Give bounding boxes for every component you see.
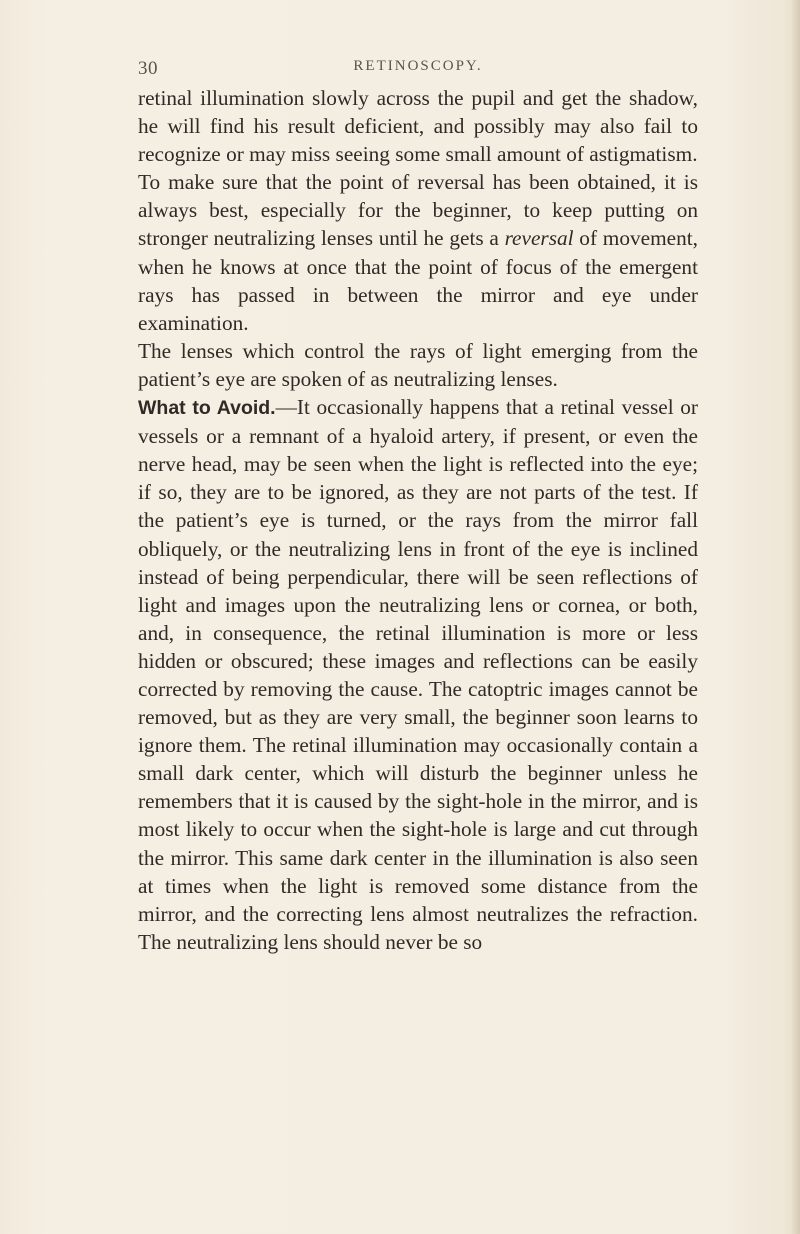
paragraph-1: retinal illumination slowly across the pupil and get the shadow, he will find his result deficient, and possibly may also fail to recognize or may miss seeing some small amount of astigmatism. (138, 86, 698, 167)
paragraph-2 (138, 168, 698, 337)
paragraph-3: The lenses which control the rays of light emerging from the patient’s eye are spoken of as neutralizing lenses. (138, 338, 698, 391)
body-text (138, 84, 698, 956)
paragraph-2-start: To make sure that the point of reversal has been obtained, it is always best, especially for the beginner, to keep putting on stronger neutralizing lenses until he gets a (138, 170, 698, 251)
section-heading: What to Avoid. (138, 397, 276, 420)
paragraph-4-text: —It occasionally happens that a retinal vessel or vessels or a remnant of a hyaloid artery, if present, or even the nerve head, may be seen when the light is reflected into the eye; if so, they are to be ignored, as they are not parts of the test. If the patient’s eye is turned, or the rays from the mirror fall obliquely, or the neutralizing lens in front of the eye is inclined instead of being perpendicular, there will be seen reflections of light and images upon the neutralizing lens or cornea, or both, and, in consequence, the retinal illumination is more or less hidden or obscured; these images and reflections can be easily corrected by removing the cause. The catoptric images cannot be removed, but as they are very small, the beginner soon learns to ignore them. The retinal illumination may occasionally contain a small dark center, which will disturb the beginner unless he remembers that it is caused by the sight-hole in the mirror, and is most likely to occur when the sight-hole is large and cut through the mirror. This same dark center in the illumination is also seen at times when the light is removed some distance from the mirror, and the correcting lens almost neutralizes the refraction. The neutralizing lens should never be so (138, 395, 698, 954)
running-title: RETINOSCOPY. (353, 58, 483, 74)
paragraph-4 (138, 393, 698, 956)
paragraph-2-italic: reversal (504, 226, 574, 251)
page-edge-shadow (790, 0, 800, 1234)
page-number: 30 (138, 58, 158, 79)
paragraph-2-end: of movement, when he knows at once that the point of focus of the emergent rays has passed in between the mirror and eye under examination. (138, 226, 698, 335)
